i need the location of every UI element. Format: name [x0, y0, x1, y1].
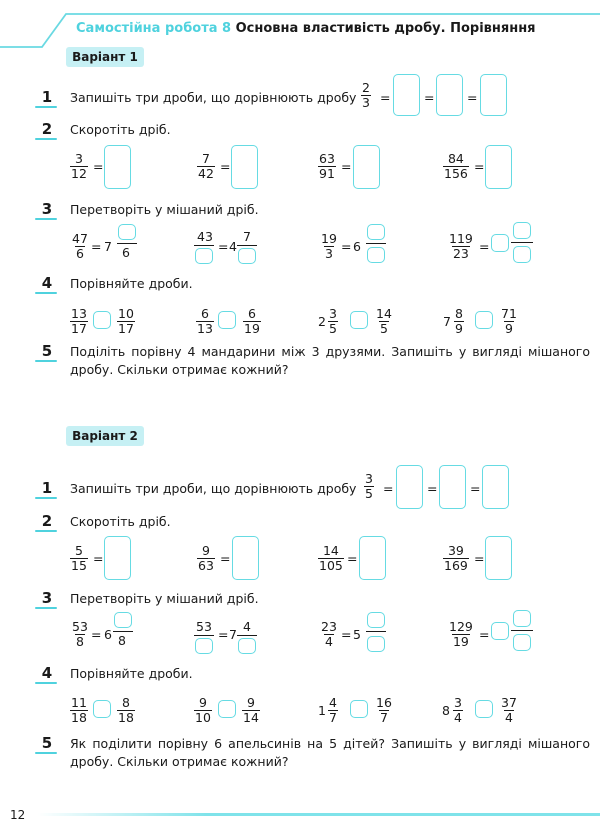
fraction: $\frac{9}{63}$	[198, 543, 214, 573]
answer-box[interactable]	[513, 222, 531, 239]
answer-box[interactable]	[367, 612, 385, 628]
fraction: $\frac{19}{3}$	[321, 231, 337, 261]
fraction: $\frac{6}{13}$	[197, 306, 213, 336]
compare-box[interactable]	[218, 311, 236, 329]
fraction: $\frac{84}{156}$	[444, 151, 468, 181]
answer-box[interactable]	[367, 247, 385, 263]
answer-box[interactable]	[367, 224, 385, 240]
fraction: $\frac{119}{23}$	[449, 231, 473, 261]
answer-box[interactable]	[439, 465, 466, 509]
task-number: 3	[41, 200, 53, 218]
answer-box[interactable]	[513, 634, 531, 651]
fraction: $\frac{3}{12}$	[71, 151, 87, 181]
fraction: $\frac{53}{8}$	[72, 619, 88, 649]
answer-box[interactable]	[232, 536, 259, 580]
task-text: Перетворіть у мішаний дріб.	[70, 202, 259, 217]
fraction: $\frac{14}{5}$	[376, 306, 392, 336]
fraction: $\frac{5}{15}$	[71, 543, 87, 573]
fraction: $\frac{71}{9}$	[501, 306, 517, 336]
fraction: $\frac{23}{4}$	[321, 619, 337, 649]
task-text: Порівняйте дроби.	[70, 276, 193, 291]
task-number: 2	[41, 120, 53, 138]
answer-box[interactable]	[118, 224, 136, 240]
answer-box[interactable]	[104, 145, 131, 189]
fraction: $\frac{13}{17}$	[71, 306, 87, 336]
task-number: 4	[41, 274, 53, 292]
answer-box[interactable]	[359, 536, 386, 580]
compare-box[interactable]	[218, 700, 236, 718]
fraction: $\frac{9}{14}$	[243, 695, 259, 725]
fraction: $\frac{129}{19}$	[449, 619, 473, 649]
variant-1-badge: Варіант 1	[66, 47, 144, 67]
answer-box[interactable]	[491, 234, 509, 252]
task-text: Запишіть три дроби, що дорівнюють дробу	[70, 481, 357, 496]
fraction: $\frac{10}{17}$	[118, 306, 134, 336]
fraction: $\frac{3}{5}$	[329, 306, 337, 336]
compare-box[interactable]	[350, 311, 368, 329]
fraction: $\frac{2}{3}$	[362, 80, 370, 110]
page-number: 12	[10, 808, 26, 822]
answer-box[interactable]	[482, 465, 509, 509]
fraction: $\frac{4}{7}$	[329, 695, 337, 725]
task-text: Перетворіть у мішаний дріб.	[70, 591, 259, 606]
fraction: $\frac{14}{105}$	[319, 543, 343, 573]
fraction: $\frac{3}{4}$	[454, 695, 462, 725]
answer-box[interactable]	[485, 145, 512, 189]
answer-box[interactable]	[195, 248, 213, 264]
answer-box[interactable]	[513, 246, 531, 263]
task-text: Скоротіть дріб.	[70, 514, 171, 529]
fraction: $\frac{11}{18}$	[71, 695, 87, 725]
answer-box[interactable]	[367, 636, 385, 652]
fraction: $\frac{39}{169}$	[444, 543, 468, 573]
compare-box[interactable]	[93, 700, 111, 718]
answer-box[interactable]	[513, 610, 531, 627]
answer-box[interactable]	[393, 74, 420, 116]
answer-box[interactable]	[436, 74, 463, 116]
task-number: 1	[41, 88, 53, 106]
fraction: $\frac{9}{10}$	[195, 695, 211, 725]
task-text: Запишіть три дроби, що дорівнюють дробу	[70, 90, 357, 105]
compare-box[interactable]	[475, 311, 493, 329]
answer-box[interactable]	[353, 145, 380, 189]
task-text: Як поділити порівну 6 апельсинів на 5 дітей? Запишіть у вигляді мішаного дробу. Скільки отримає кожний?	[70, 736, 590, 769]
fraction: $\frac{47}{6}$	[72, 231, 88, 261]
task-number: 1	[41, 479, 53, 497]
compare-box[interactable]	[350, 700, 368, 718]
answer-box[interactable]	[231, 145, 258, 189]
task-number: 2	[41, 512, 53, 530]
work-label: Самостійна робота 8	[76, 21, 232, 36]
fraction: $\frac{6}{19}$	[244, 306, 260, 336]
task-number: 3	[41, 589, 53, 607]
fraction: $\frac{7}{42}$	[198, 151, 214, 181]
page-title	[76, 21, 536, 36]
fraction: $\frac{3}{5}$	[365, 471, 373, 501]
fraction: $\frac{37}{4}$	[501, 695, 517, 725]
variant-2-badge: Варіант 2	[66, 426, 144, 446]
task-text: Поділіть порівну 4 мандарини між 3 друзями. Запишіть у вигляді мішаного дробу. Скільки отримає кожний?	[70, 344, 590, 377]
task-number: 4	[41, 664, 53, 682]
answer-box[interactable]	[238, 638, 256, 654]
answer-box[interactable]	[104, 536, 131, 580]
answer-box[interactable]	[238, 248, 256, 264]
work-topic: Основна властивість дробу. Порівняння	[235, 21, 536, 36]
compare-box[interactable]	[475, 700, 493, 718]
fraction: $\frac{8}{18}$	[118, 695, 134, 725]
answer-box[interactable]	[195, 638, 213, 654]
footer-line	[38, 813, 600, 816]
compare-box[interactable]	[93, 311, 111, 329]
answer-box[interactable]	[114, 612, 132, 628]
fraction: $\frac{8}{9}$	[455, 306, 463, 336]
fraction: $\frac{63}{91}$	[319, 151, 335, 181]
task-number: 5	[41, 342, 53, 360]
task-text: Скоротіть дріб.	[70, 122, 171, 137]
answer-box[interactable]	[485, 536, 512, 580]
task-text: Порівняйте дроби.	[70, 666, 193, 681]
fraction: $\frac{16}{7}$	[376, 695, 392, 725]
answer-box[interactable]	[396, 465, 423, 509]
task-number: 5	[41, 734, 53, 752]
answer-box[interactable]	[480, 74, 507, 116]
answer-box[interactable]	[491, 622, 509, 640]
